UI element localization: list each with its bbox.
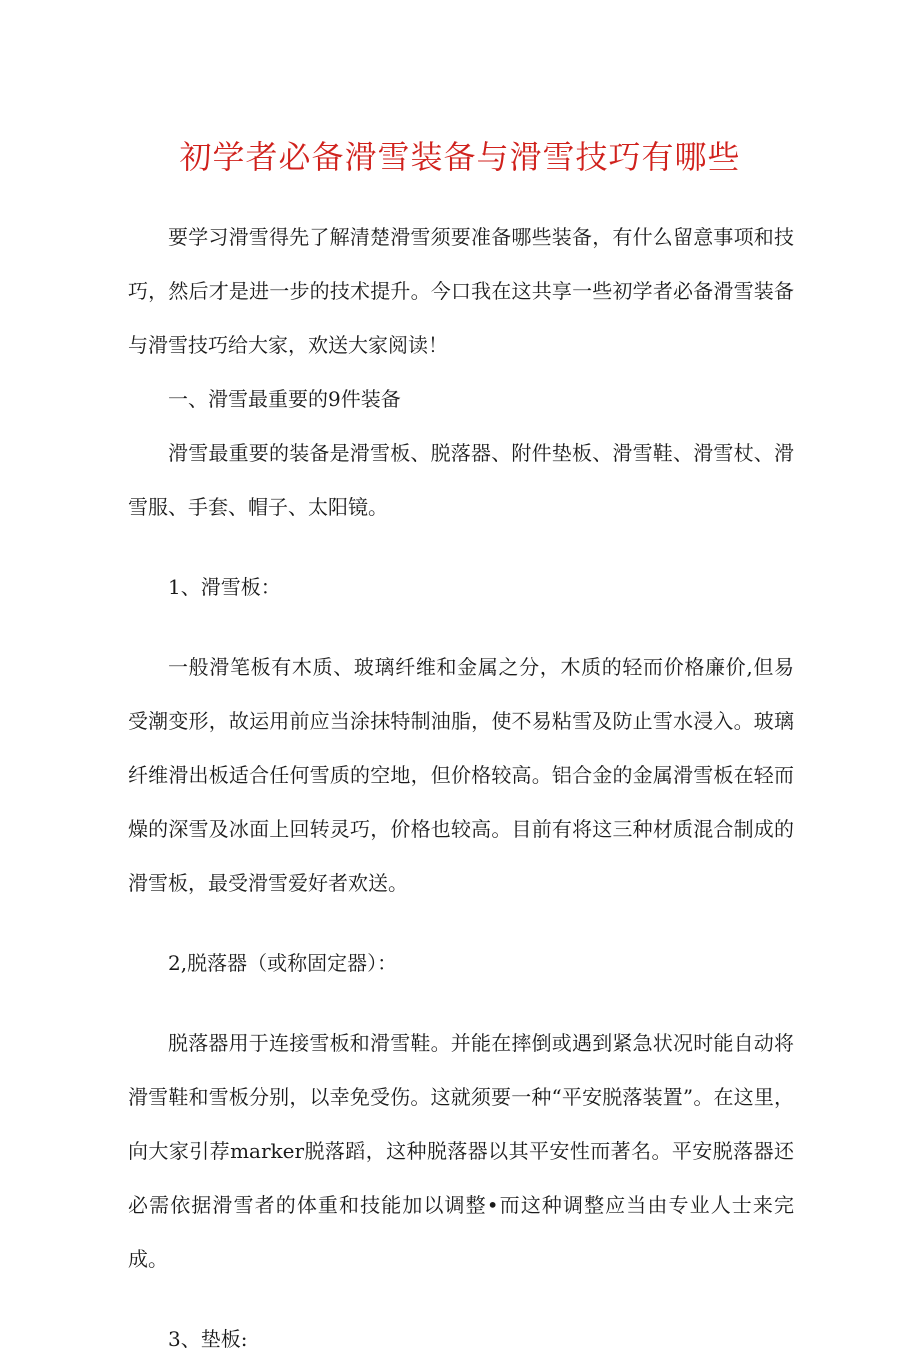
item1-paragraph: 一般滑笔板有木质、玻璃纤维和金属之分，木质的轻而价格廉价,但易受潮变形，故运用前应当涂抹特制油脂，使不易粘雪及防止雪水浸入。玻璃纤维滑出板适合任何雪质的空地，但价格较高。铝合金的金属滑雪板在轻而燥的深雪及冰面上回转灵巧，价格也较高。目前有将这三种材质混合制成的滑雪板，最受滑雪爱好者欢送。 (128, 655, 794, 895)
section1-paragraph: 滑雪最重要的装备是滑雪板、脱落器、附件垫板、滑雪鞋、滑雪杖、滑雪服、手套、帽子、太阳镜。 (128, 441, 794, 519)
document-body (128, 210, 794, 1366)
intro-paragraph: 要学习滑雪得先了解清楚滑雪须要准备哪些装备，有什么留意事项和技巧，然后才是进一步的技术提升。今口我在这共享一些初学者必备滑雪装备与滑雪技巧给大家，欢送大家阅读！ (128, 225, 794, 357)
item2-paragraph: 脱落器用于连接雪板和滑雪鞋。并能在摔倒或遇到紧急状况时能自动将滑雪鞋和雪板分别，以幸免受伤。这就须要一种“平安脱落装置”。在这里，向大家引荐marker脱落蹈，这种脱落器以其平安性而著名。平安脱落器还必需依据滑雪者的体重和技能加以调整•而这种调整应当由专业人士来完成。 (128, 1031, 794, 1271)
item2-heading: 2,脱落器（或称固定器）： (168, 951, 398, 975)
document-title: 初学者必备滑雪装备与滑雪技巧有哪些 (179, 138, 741, 176)
item3-heading: 3、垫板: (168, 1327, 248, 1351)
item1-heading: 1、滑雪板： (168, 575, 281, 599)
section1-heading: 一、滑雪最重要的9件装备 (168, 387, 401, 411)
